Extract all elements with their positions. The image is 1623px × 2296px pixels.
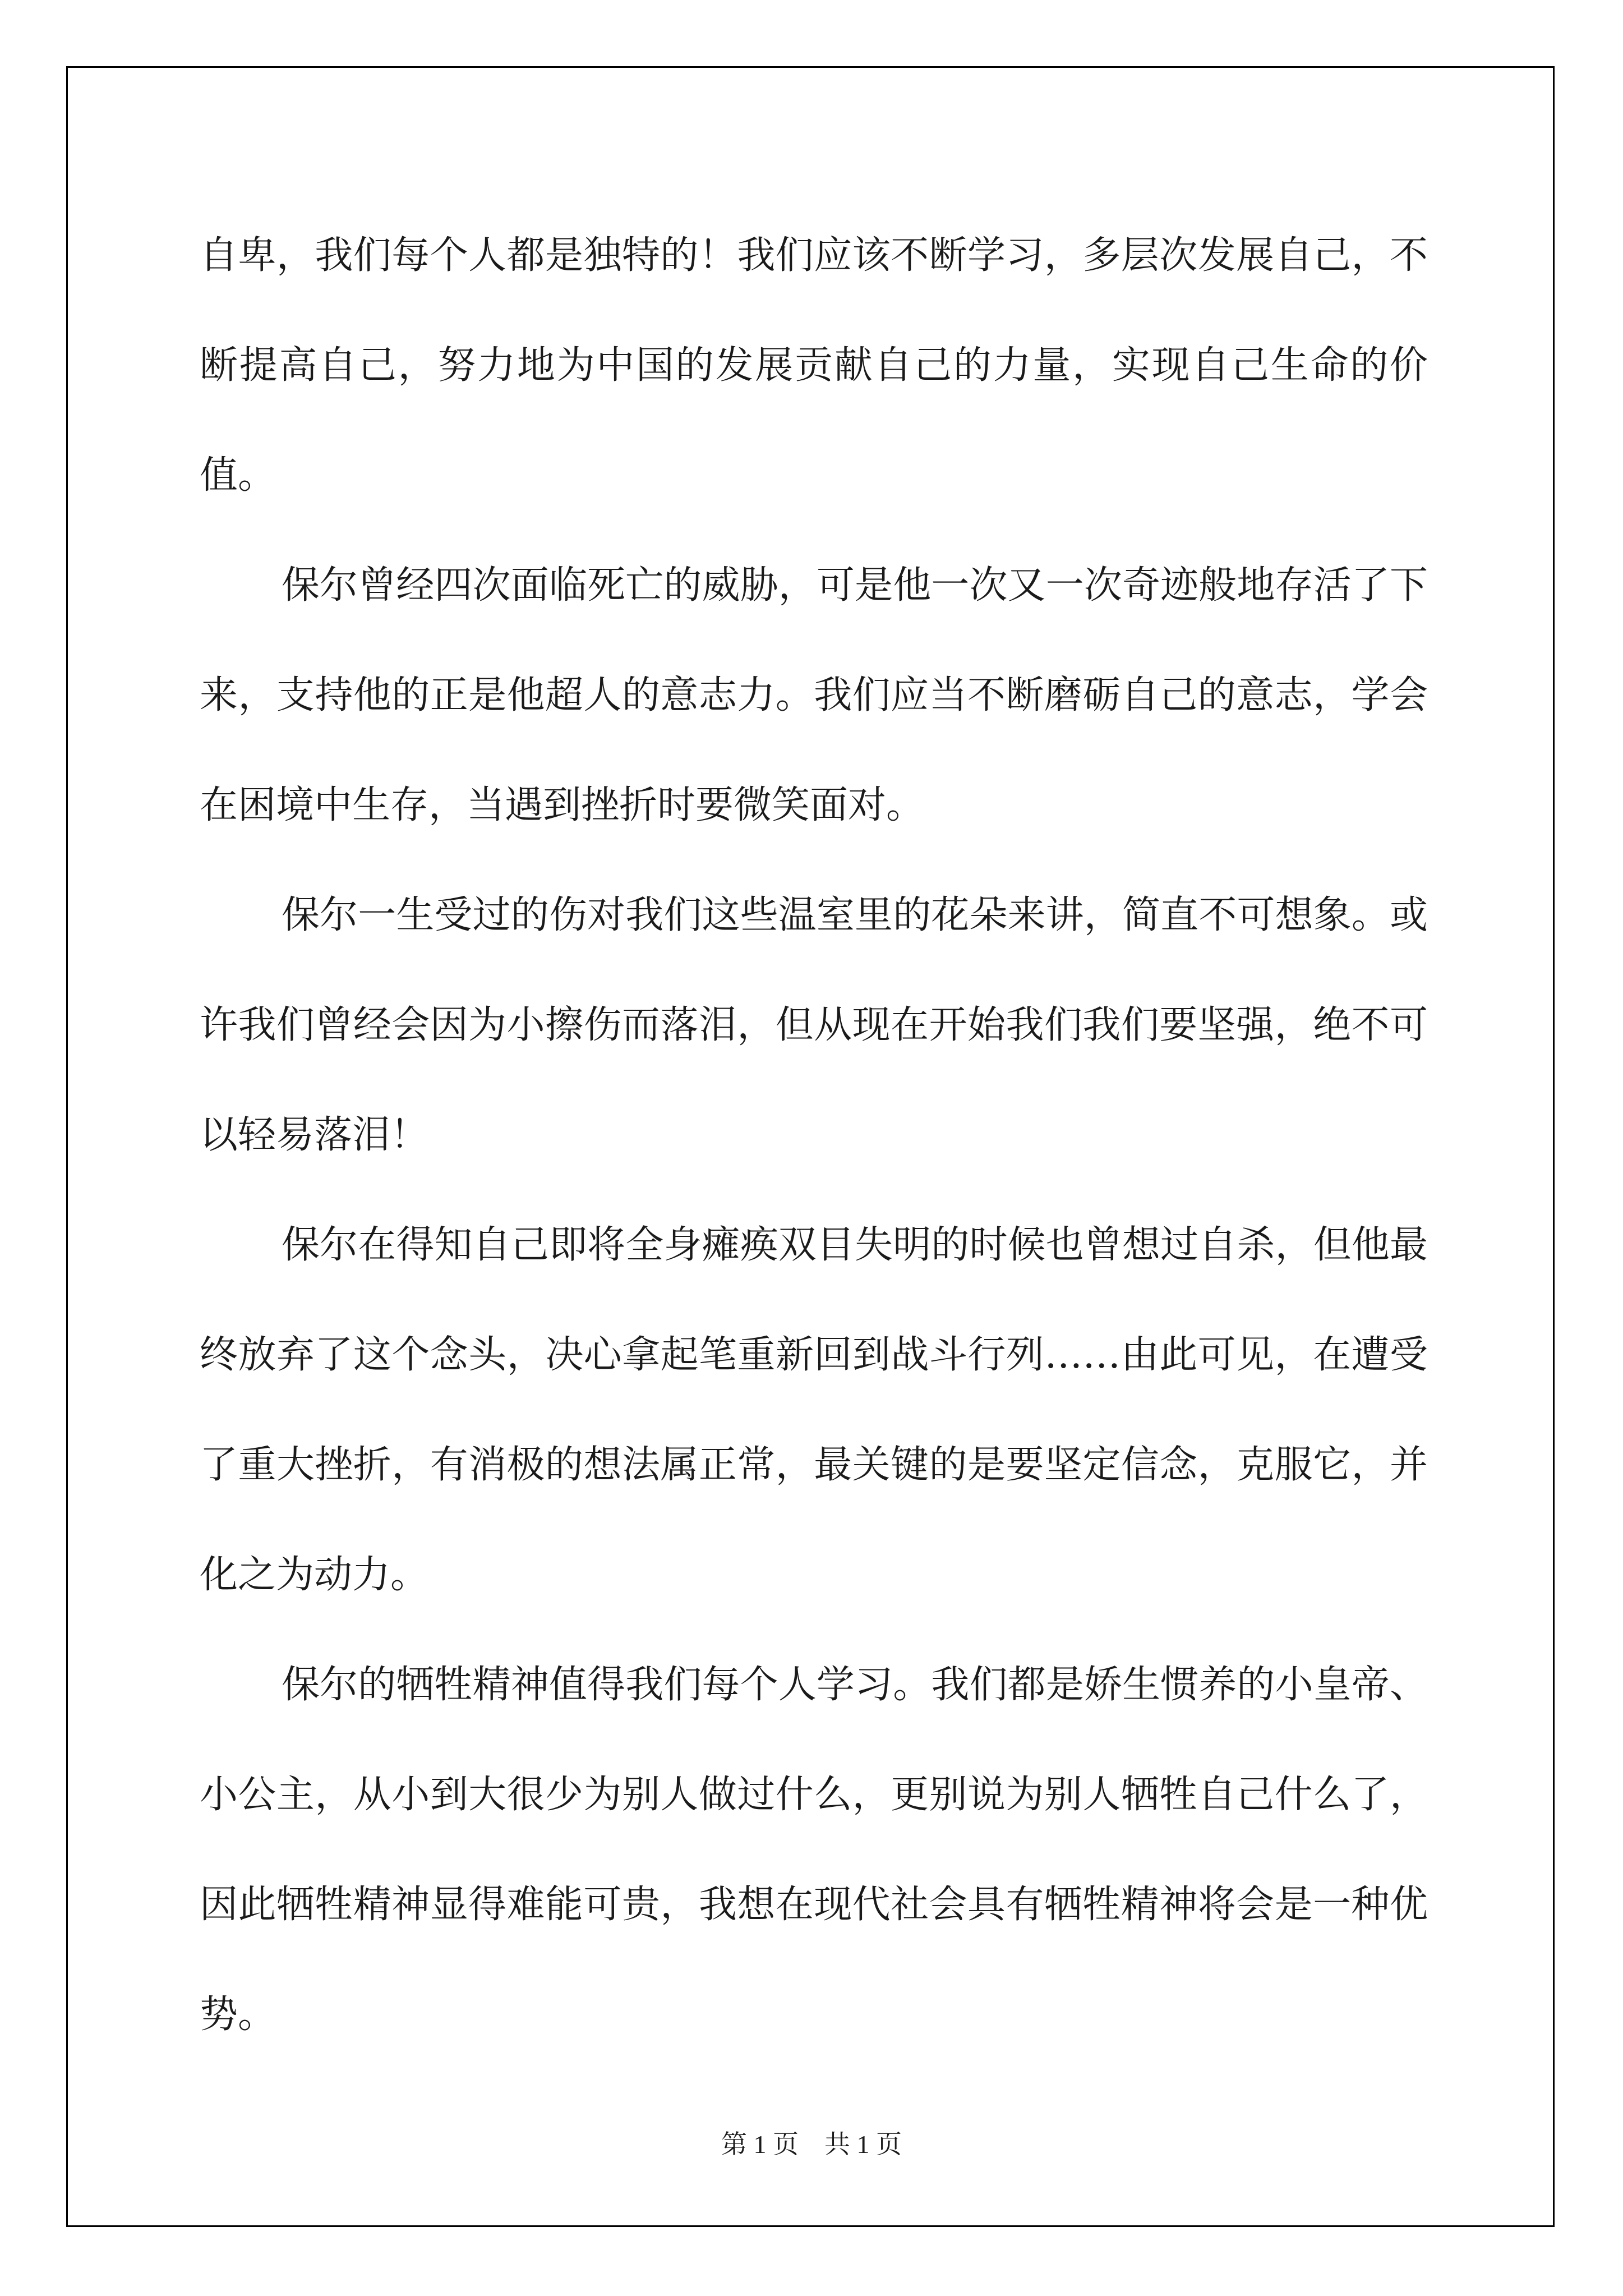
paragraph-5: 保尔的牺牲精神值得我们每个人学习。我们都是娇生惯养的小皇帝、小公主，从小到大很少为别人做过什么，更别说为别人牺牲自己什么了，因此牺牲精神显得难能可贵，我想在现代社会具有牺牲精神将会是一种优势。 [200,1663,1428,2037]
document-body [200,201,1428,2070]
page-footer [0,2128,1623,2161]
paragraph-2: 保尔曾经四次面临死亡的威胁，可是他一次又一次奇迹般地存活了下来，支持他的正是他超人的意志力。我们应当不断磨砺自己的意志，学会在困境中生存，当遇到挫折时要微笑面对。 [200,563,1428,827]
page-total: 共 1 页 [824,2130,902,2159]
paragraph-4: 保尔在得知自己即将全身瘫痪双目失明的时候也曾想过自杀，但他最终放弃了这个念头，决心拿起笔重新回到战斗行列……由此可见，在遭受了重大挫折，有消极的想法属正常，最关键的是要坚定信念，克服它，并化之为动力。 [200,1223,1428,1597]
paragraph-3: 保尔一生受过的伤对我们这些温室里的花朵来讲，简直不可想象。或许我们曾经会因为小擦伤而落泪，但从现在开始我们我们要坚强，绝不可以轻易落泪！ [200,893,1428,1157]
page-number: 第 1 页 [721,2130,799,2159]
paragraph-1: 自卑，我们每个人都是独特的！我们应该不断学习，多层次发展自己，不断提高自己，努力地为中国的发展贡献自己的力量，实现自己生命的价值。 [200,233,1428,498]
